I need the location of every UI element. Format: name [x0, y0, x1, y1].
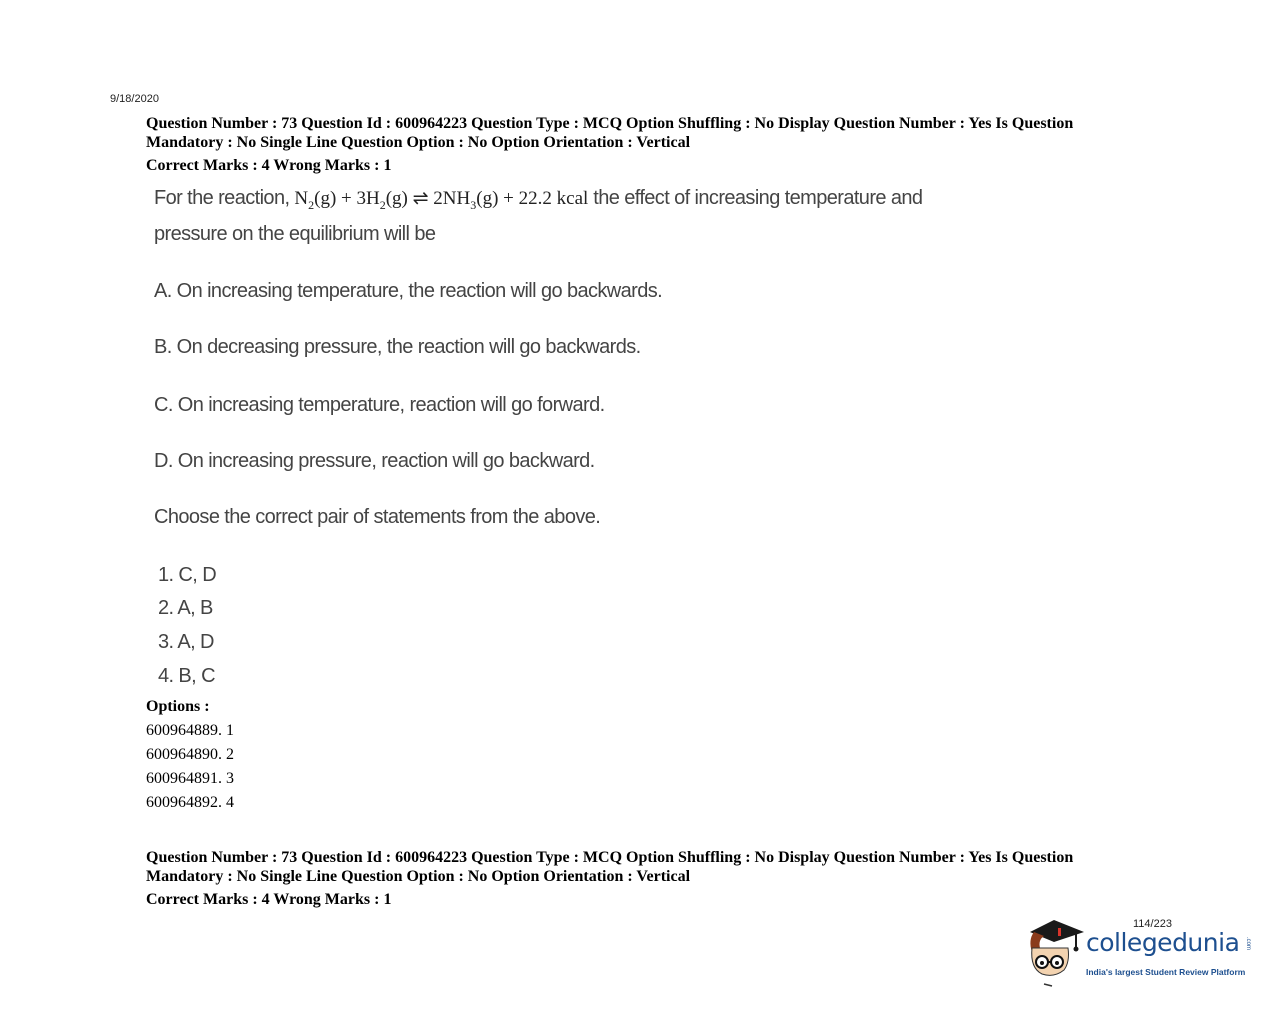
page-number: 114/223	[1133, 918, 1172, 930]
print-date: 9/18/2020	[110, 93, 159, 105]
mascot-icon	[1024, 918, 1086, 990]
question-tail: the effect of increasing temperature and	[593, 187, 923, 209]
choice-2: 2. A, B	[158, 597, 213, 619]
next-question-meta	[146, 848, 1206, 886]
next-question-meta-line-2: Mandatory : No Single Line Question Option : No Option Orientation : Vertical	[146, 868, 691, 885]
choice-3: 3. A, D	[158, 631, 214, 653]
question-line-1	[154, 187, 922, 213]
logo-text: collegedunia	[1086, 928, 1240, 957]
marks-info: Correct Marks : 4 Wrong Marks : 1	[146, 157, 392, 174]
choice-4: 4. B, C	[158, 665, 215, 687]
logo-tagline: India's largest Student Review Platform	[1086, 967, 1246, 977]
choice-1: 1. C, D	[158, 564, 217, 586]
question-meta	[146, 114, 1206, 152]
statement-b: B. On decreasing pressure, the reaction will go backwards.	[154, 336, 641, 358]
statement-a: A. On increasing temperature, the reaction will go backwards.	[154, 280, 663, 302]
question-prompt: Choose the correct pair of statements from the above.	[154, 506, 601, 528]
options-title: Options :	[146, 698, 210, 715]
collegedunia-logo	[1024, 918, 1254, 990]
next-question-meta-line-1: Question Number : 73 Question Id : 600964223 Question Type : MCQ Option Shuffling : No Display Question Number : Yes Is Question	[146, 849, 1074, 866]
question-meta-line-1: Question Number : 73 Question Id : 600964223 Question Type : MCQ Option Shuffling : No Display Question Number : Yes Is Question	[146, 115, 1074, 132]
reaction-equation: $N_2(g) + 3H_2(g)$ ⇌ $2NH_3(g) + 22.2$ kcal	[294, 188, 589, 212]
logo-com: .com	[1245, 937, 1251, 951]
option-id-2: 600964890. 2	[146, 746, 234, 763]
next-marks-info: Correct Marks : 4 Wrong Marks : 1	[146, 891, 392, 908]
question-line-2: pressure on the equilibrium will be	[154, 223, 436, 245]
option-id-3: 600964891. 3	[146, 770, 234, 787]
statement-c: C. On increasing temperature, reaction will go forward.	[154, 394, 605, 416]
option-id-1: 600964889. 1	[146, 722, 234, 739]
question-meta-line-2: Mandatory : No Single Line Question Option : No Option Orientation : Vertical	[146, 134, 691, 151]
question-intro: For the reaction,	[154, 187, 290, 209]
statement-d: D. On increasing pressure, reaction will go backward.	[154, 450, 595, 472]
option-id-4: 600964892. 4	[146, 794, 234, 811]
